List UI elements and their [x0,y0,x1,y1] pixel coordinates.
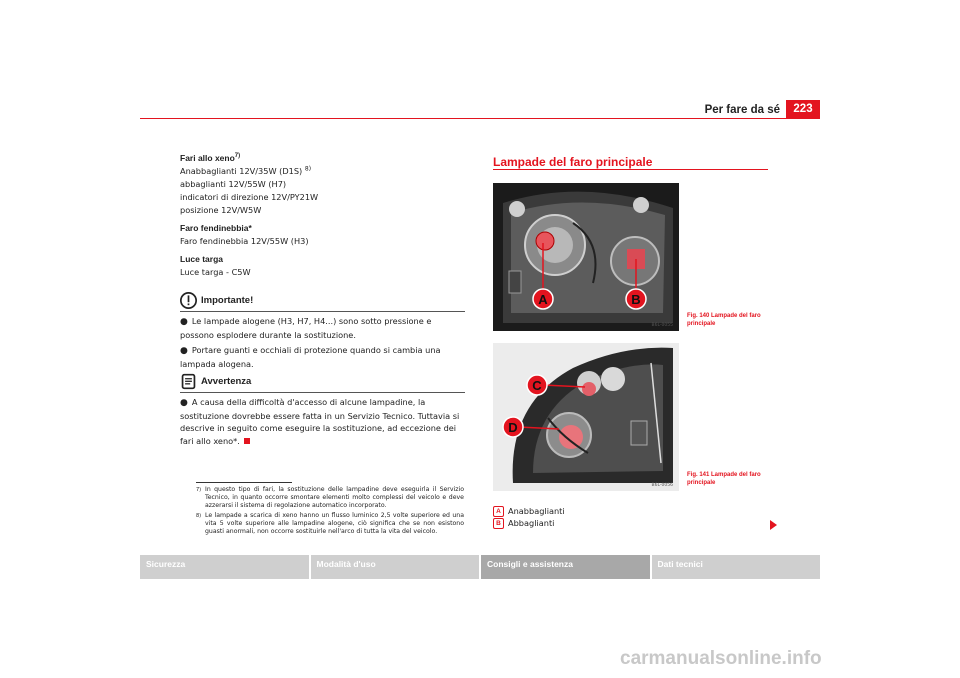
page-number-badge: 223 [786,100,820,119]
end-of-section-mark [244,438,250,444]
spec-heading: Faro fendinebbia* [180,223,252,233]
figure-code: B6L-0056 [651,483,673,488]
footnote: 7) In questo tipo di fari, la sostituzione delle lampadine deve eseguirla il Servizio Tecnico, in quanto occorre smontare elementi molto complessi del veicolo e deve azzerarsi il sistema di regolazione automatico incorporato. [196,486,464,510]
legend-key: A [493,506,504,517]
lamp-specs [180,152,465,279]
legend-key: B [493,518,504,529]
tab-consigli-assistenza[interactable]: Consigli e assistenza [481,555,650,579]
tab-modalita-uso[interactable]: Modalità d'uso [311,555,480,579]
running-header-title: Per fare da sé [704,104,780,116]
figure-caption: Fig. 141 Lampade del faro principale [687,472,761,486]
callout-label: D [508,420,518,435]
headlamp-figure-141 [493,343,679,491]
legend-item [493,505,565,517]
spec-line: abbaglianti 12V/55W (H7) [180,179,287,189]
spec-line: Faro fendinebbia 12V/55W (H3) [180,236,309,246]
legend-item [493,517,565,529]
footnote-rule [196,482,292,483]
important-box [180,290,465,370]
headlamp-illustration [493,343,679,491]
spec-line: posizione 12V/W5W [180,205,262,215]
note-text: ● A causa della difficoltà d'accesso di alcune lampadine, la sostituzione dovrebbe essere fatta in un Servizio Tecnico. Tuttavia si descrive in seguito come eseguire la sostituzione, ad eccezione dei fari allo xeno*. [180,397,460,446]
headlamp-figure-140 [493,183,679,331]
spec-heading: Fari allo xeno$^{7)}$ [180,153,241,163]
continue-arrow-icon[interactable] [770,520,777,530]
figure-code: B6L-0055 [651,323,673,328]
header-rule [140,118,820,119]
warning-icon [180,292,197,309]
legend-text: Anabbaglianti [508,506,565,516]
important-title: Importante! [201,294,254,306]
headlamp-illustration [493,183,679,331]
callout-label: B [631,292,641,307]
footnote: 8) Le lampade a scarica di xeno hanno un flusso luminico 2,5 volte superiore ed una vita 5 volte superiore alle lampadine alogene, ciò significa che se non esistono guasti anormali, non occorre sostituirle nell'arco di tutta la vita del veicolo. [196,511,464,536]
notepad-icon [180,373,197,390]
footer-nav [140,555,820,579]
note-title: Avvertenza [201,375,252,387]
tab-dati-tecnici[interactable]: Dati tecnici [652,555,821,579]
callout-label: C [532,378,542,393]
spec-line: Anabbaglianti 12V/35W (D1S) $^{8)}$ [180,165,312,176]
figure-legend [493,505,565,529]
tab-sicurezza[interactable]: Sicurezza [140,555,309,579]
note-box [180,371,465,447]
spec-line: indicatori di direzione 12V/PY21W [180,192,319,202]
footnotes [196,486,464,537]
spec-line: Luce targa - C5W [180,267,251,277]
callout-label: A [538,292,548,307]
figure-caption: Fig. 140 Lampade del faro principale [687,313,761,327]
watermark: carmanualsonline.info [620,648,822,669]
important-bullet: ● Portare guanti e occhiali di protezione quando si cambia una lampada alogena. [180,345,441,369]
section-rule [493,169,768,170]
spec-heading: Luce targa [180,254,223,264]
legend-text: Abbaglianti [508,518,555,528]
section-title: Lampade del faro principale [493,155,653,169]
important-bullet: ● Le lampade alogene (H3, H7, H4...) sono sotto pressione e possono esplodere durante la sostituzione. [180,316,432,340]
